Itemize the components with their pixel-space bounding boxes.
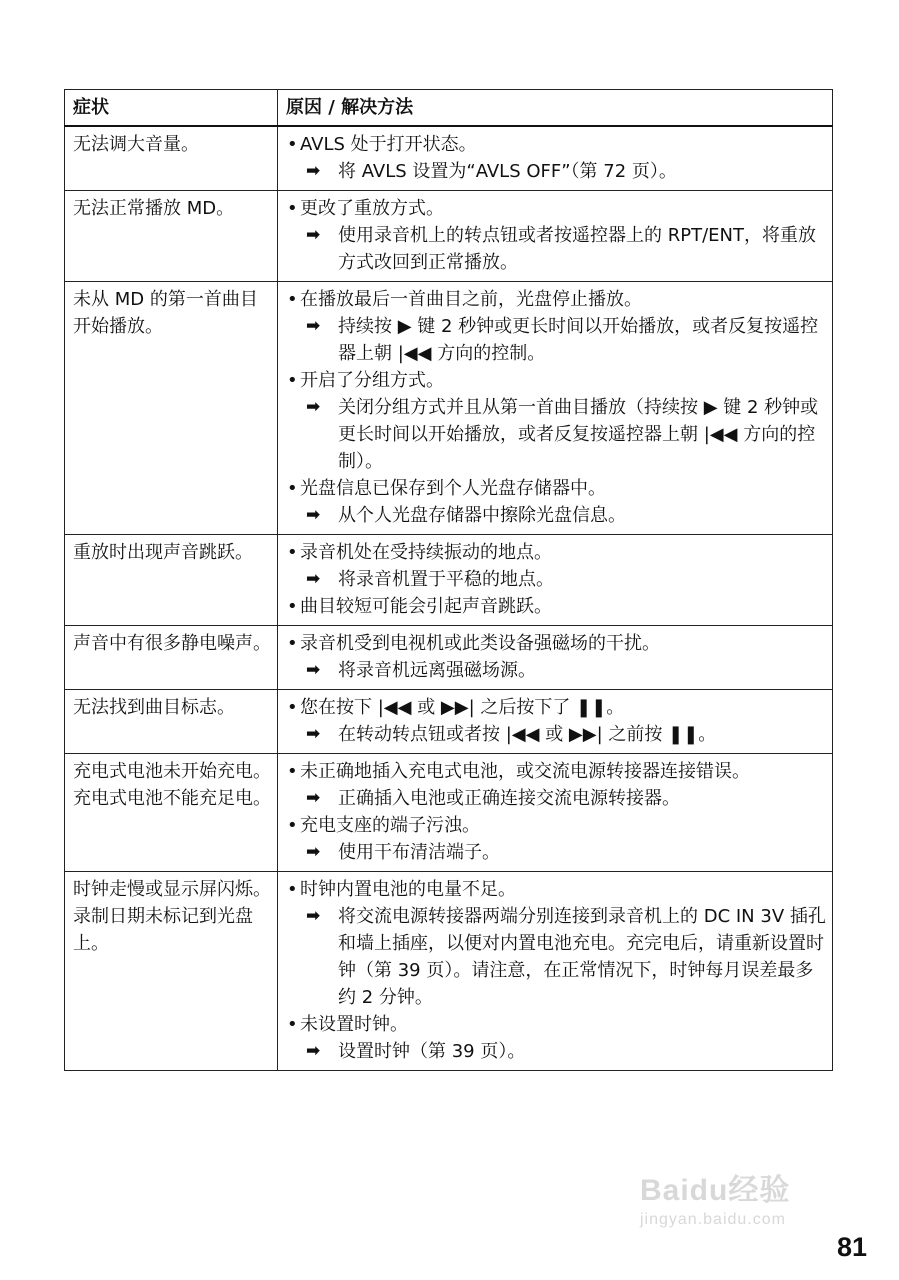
solution-item <box>286 502 826 529</box>
right-arrow-icon: ➡ <box>306 1041 321 1061</box>
cause-item <box>286 694 826 721</box>
solution-item <box>286 158 826 185</box>
symptom-text: 时钟走慢或显示屏闪烁。 <box>73 879 271 900</box>
symptom-cell <box>65 535 278 626</box>
right-arrow-icon: ➡ <box>306 316 321 336</box>
page-number: 81 <box>837 1232 868 1262</box>
cause-item <box>286 758 826 785</box>
symptom-text: 录制日期未标记到光盘上。 <box>73 906 253 954</box>
cause-item <box>286 131 826 158</box>
solution-item <box>286 1038 826 1065</box>
cause-text: 开启了分组方式。 <box>300 370 444 391</box>
table-row <box>65 126 833 191</box>
table-row <box>65 690 833 754</box>
symptom-text: 声音中有很多静电噪声。 <box>73 633 271 654</box>
right-arrow-icon: ➡ <box>306 505 321 525</box>
symptom-text: 充电式电池未开始充电。充电式电池不能充足电。 <box>73 761 271 809</box>
solution-text: 在转动转点钮或者按 |◀◀ 或 ▶▶| 之前按 ❚❚。 <box>338 724 717 745</box>
right-arrow-icon: ➡ <box>306 906 321 926</box>
cause-text: 您在按下 |◀◀ 或 ▶▶| 之后按下了 ❚❚。 <box>300 697 625 718</box>
table-row <box>65 282 833 535</box>
cause-text: 录音机处在受持续振动的地点。 <box>300 542 552 563</box>
cause-item <box>286 593 826 620</box>
cause-text: 充电支座的端子污浊。 <box>300 815 480 836</box>
solution-text: 持续按 ▶ 键 2 秒钟或更长时间以开始播放，或者反复按遥控器上朝 |◀◀ 方向的控制。 <box>338 316 819 364</box>
header-symptom: 症状 <box>65 90 278 127</box>
right-arrow-icon: ➡ <box>306 842 321 862</box>
solution-text: 将录音机置于平稳的地点。 <box>338 569 554 590</box>
solution-text: 将交流电源转接器两端分别连接到录音机上的 DC IN 3V 插孔和墙上插座，以便对内置电池充电。充完电后，请重新设置时钟（第 39 页）。请注意，在正常情况下，时钟每月误差最多约 2 分钟。 <box>338 906 826 1008</box>
solution-text: 使用录音机上的转点钮或者按遥控器上的 RPT/ENT，将重放方式改回到正常播放。 <box>338 225 816 273</box>
cause-solution-cell <box>278 872 833 1071</box>
solution-item <box>286 785 826 812</box>
cause-item <box>286 367 826 394</box>
symptom-cell <box>65 872 278 1071</box>
solution-item <box>286 903 826 1011</box>
cause-solution-cell <box>278 626 833 690</box>
solution-item <box>286 721 826 748</box>
cause-item <box>286 195 826 222</box>
cause-item <box>286 1011 826 1038</box>
solution-text: 使用干布清洁端子。 <box>338 842 500 863</box>
symptom-cell <box>65 754 278 872</box>
solution-item <box>286 394 826 475</box>
cause-text: 录音机受到电视机或此类设备强磁场的干扰。 <box>300 633 660 654</box>
table-row <box>65 535 833 626</box>
symptom-cell <box>65 282 278 535</box>
right-arrow-icon: ➡ <box>306 397 321 417</box>
symptom-text: 未从 MD 的第一首曲目开始播放。 <box>73 289 258 337</box>
cause-item <box>286 812 826 839</box>
symptom-text: 重放时出现声音跳跃。 <box>73 542 253 563</box>
cause-solution-cell <box>278 535 833 626</box>
cause-text: 更改了重放方式。 <box>300 198 444 219</box>
cause-item <box>286 876 826 903</box>
cause-text: 时钟内置电池的电量不足。 <box>300 879 516 900</box>
table-row <box>65 191 833 282</box>
cause-solution-cell <box>278 191 833 282</box>
solution-item <box>286 566 826 593</box>
symptom-cell <box>65 690 278 754</box>
symptom-cell <box>65 126 278 191</box>
cause-item <box>286 475 826 502</box>
solution-text: 设置时钟（第 39 页）。 <box>338 1041 526 1062</box>
table-row <box>65 626 833 690</box>
solution-item <box>286 222 826 276</box>
solution-text: 将 AVLS 设置为“AVLS OFF”（第 72 页）。 <box>338 161 677 182</box>
table-row <box>65 872 833 1071</box>
cause-solution-cell <box>278 754 833 872</box>
solution-text: 关闭分组方式并且从第一首曲目播放（持续按 ▶ 键 2 秒钟或更长时间以开始播放，或者反复按遥控器上朝 |◀◀ 方向的控制）。 <box>338 397 819 472</box>
table-row <box>65 754 833 872</box>
cause-solution-cell <box>278 282 833 535</box>
solution-text: 正确插入电池或正确连接交流电源转接器。 <box>338 788 680 809</box>
cause-text: AVLS 处于打开状态。 <box>300 134 477 155</box>
watermark-url: jingyan.baidu.com <box>640 1211 786 1228</box>
solution-text: 从个人光盘存储器中擦除光盘信息。 <box>338 505 626 526</box>
cause-text: 未正确地插入充电式电池，或交流电源转接器连接错误。 <box>300 761 750 782</box>
solution-item <box>286 313 826 367</box>
right-arrow-icon: ➡ <box>306 724 321 744</box>
right-arrow-icon: ➡ <box>306 788 321 808</box>
header-cause-solution: 原因 / 解决方法 <box>278 90 833 127</box>
watermark-logo: Baidu经验 <box>640 1174 791 1207</box>
symptom-cell <box>65 626 278 690</box>
solution-item <box>286 657 826 684</box>
cause-item <box>286 286 826 313</box>
right-arrow-icon: ➡ <box>306 225 321 245</box>
watermark <box>640 1165 850 1235</box>
table-body <box>65 126 833 1071</box>
symptom-text: 无法找到曲目标志。 <box>73 697 235 718</box>
cause-solution-cell <box>278 126 833 191</box>
solution-item <box>286 839 826 866</box>
cause-item <box>286 539 826 566</box>
cause-text: 曲目较短可能会引起声音跳跃。 <box>300 596 552 617</box>
table-header-row <box>65 90 833 127</box>
cause-text: 未设置时钟。 <box>300 1014 408 1035</box>
right-arrow-icon: ➡ <box>306 161 321 181</box>
solution-text: 将录音机远离强磁场源。 <box>338 660 536 681</box>
cause-text: 光盘信息已保存到个人光盘存储器中。 <box>300 478 606 499</box>
troubleshooting-table <box>64 89 833 1071</box>
symptom-text: 无法正常播放 MD。 <box>73 198 235 219</box>
cause-item <box>286 630 826 657</box>
symptom-text: 无法调大音量。 <box>73 134 199 155</box>
right-arrow-icon: ➡ <box>306 569 321 589</box>
right-arrow-icon: ➡ <box>306 660 321 680</box>
symptom-cell <box>65 191 278 282</box>
cause-solution-cell <box>278 690 833 754</box>
cause-text: 在播放最后一首曲目之前，光盘停止播放。 <box>300 289 642 310</box>
